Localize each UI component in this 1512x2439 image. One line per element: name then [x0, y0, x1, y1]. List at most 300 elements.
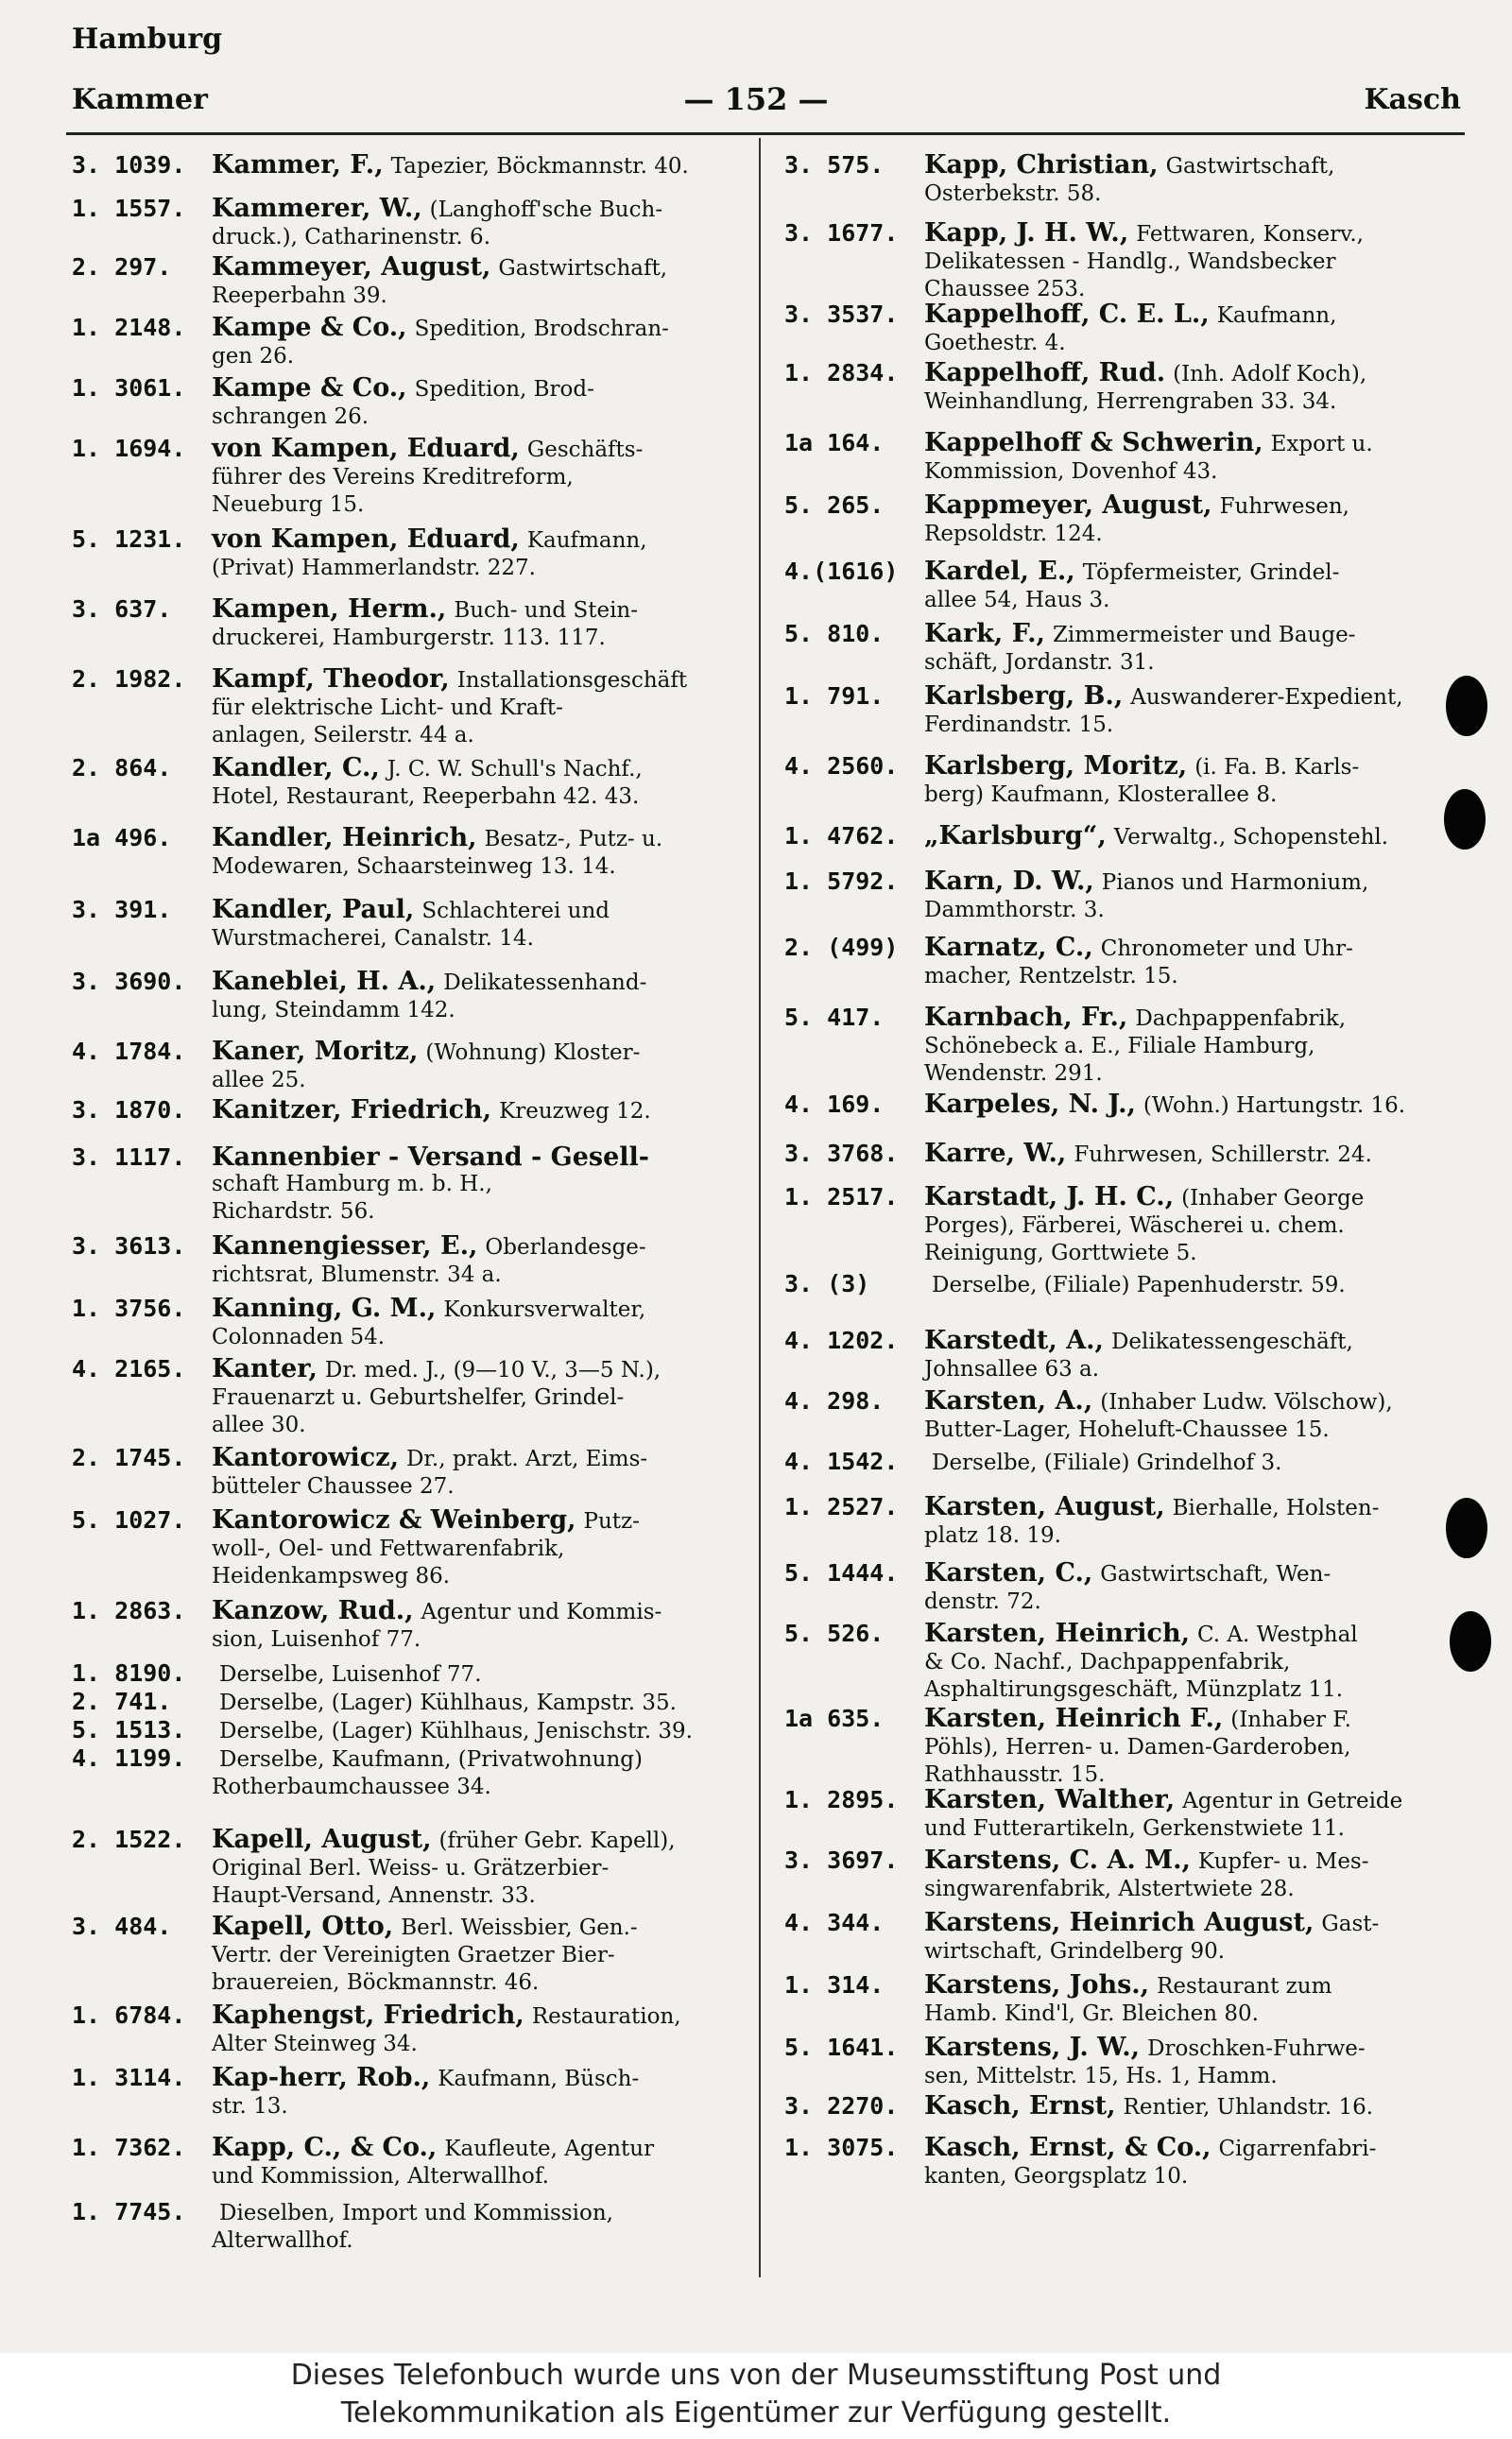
listing-entry: [72, 968, 745, 1024]
phone-number: 3. 3613.: [72, 1232, 186, 1260]
subscriber-details: Besatz-, Putz- u.: [484, 827, 663, 851]
header-right-keyword: Kasch: [1364, 83, 1461, 116]
continuation-line: Wendenstr. 291.: [924, 1061, 1103, 1086]
listing-first-line: [72, 1038, 745, 1067]
subscriber-details: Buch- und Stein-: [454, 598, 639, 623]
listing-entry: [784, 1387, 1465, 1444]
listing-entry: [72, 525, 745, 582]
subscriber-name: Kammerer, W.,: [212, 195, 422, 223]
subscriber-name: Kaphengst, Friedrich,: [212, 2001, 524, 2030]
listing-entry: [72, 1688, 745, 1717]
phone-number: 1. 8190.: [72, 1659, 186, 1687]
subscriber-name: Karsten, Heinrich F.,: [924, 1705, 1224, 1733]
subscriber-name: Karre, W.,: [924, 1140, 1067, 1168]
continuation-line: Hamb. Kind'l, Gr. Bleichen 80.: [924, 2001, 1259, 2026]
continuation-line: Repsoldstr. 124.: [924, 522, 1103, 546]
subscriber-details: Rentier, Uhlandstr. 16.: [1123, 2095, 1374, 2120]
listing-first-line: [784, 1705, 1465, 1734]
subscriber-details: (Langhoff'sche Buch-: [429, 198, 663, 222]
subscriber-name: Kapell, Otto,: [212, 1913, 394, 1941]
phone-number: 2. (499): [784, 934, 899, 961]
listing-entry: [784, 1140, 1465, 1169]
subscriber-name: Kappmeyer, August,: [924, 491, 1212, 520]
phone-number: 1a 164.: [784, 429, 885, 456]
listing-entry: [72, 1744, 745, 1801]
listing-entry: [784, 1448, 1465, 1477]
subscriber-name: Karsten, A.,: [924, 1387, 1093, 1416]
listing-entry: [784, 1971, 1465, 2028]
subscriber-name: Kampe & Co.,: [212, 314, 407, 342]
phone-number: 3. 391.: [72, 896, 172, 923]
subscriber-details: Fettwaren, Konserv.,: [1136, 222, 1364, 247]
listing-first-line: [784, 491, 1465, 521]
continuation-line: schäft, Jordanstr. 31.: [924, 650, 1155, 675]
subscriber-details: Derselbe, Luisenhof 77.: [219, 1662, 482, 1687]
listing-entry: [784, 1183, 1465, 1267]
subscriber-name: Kampen, Herm.,: [212, 595, 447, 624]
subscriber-details: (Wohn.) Hartungstr. 16.: [1143, 1093, 1406, 1118]
listing-entry: [72, 2198, 745, 2255]
footer-line-1: Dieses Telefonbuch wurde uns von der Museumsstiftung Post und: [290, 2359, 1222, 2392]
continuation-line: Ferdinandstr. 15.: [924, 713, 1114, 737]
continuation-line: anlagen, Seilerstr. 44 a.: [212, 723, 474, 747]
phone-number: 1. 2517.: [784, 1183, 899, 1211]
subscriber-details: Konkursverwalter,: [443, 1297, 646, 1322]
continuation-line: str. 13.: [212, 2094, 288, 2119]
phone-number: 3. 575.: [784, 151, 885, 179]
listing-first-line: [72, 1444, 745, 1473]
header-rule: [66, 132, 1465, 135]
continuation-line: bütteler Chaussee 27.: [212, 1474, 455, 1499]
subscriber-name: Kappelhoff, Rud.: [924, 359, 1166, 387]
continuation-line: sion, Luisenhof 77.: [212, 1627, 421, 1652]
subscriber-name: Kap-herr, Rob.,: [212, 2064, 431, 2092]
listing-first-line: [784, 2034, 1465, 2063]
continuation-line: lung, Steindamm 142.: [212, 998, 455, 1022]
continuation-line: Rotherbaumchaussee 34.: [212, 1775, 491, 1799]
subscriber-name: Kannenbier - Versand - Gesell-: [212, 1143, 649, 1171]
subscriber-details: Fuhrwesen, Schillerstr. 24.: [1074, 1142, 1372, 1167]
continuation-line: Butter-Lager, Hoheluft-Chaussee 15.: [924, 1417, 1330, 1442]
subscriber-name: Kaneblei, H. A.,: [212, 968, 437, 996]
listing-first-line: [72, 1506, 745, 1536]
listing-entry: [784, 682, 1465, 739]
subscriber-details: Kaufleute, Agentur: [444, 2137, 655, 2161]
subscriber-details: J. C. W. Schull's Nachf.,: [387, 757, 643, 782]
phone-number: 1. 5792.: [784, 867, 899, 895]
continuation-line: Haupt-Versand, Annenstr. 33.: [212, 1883, 536, 1908]
phone-number: 5. 1513.: [72, 1716, 186, 1743]
continuation-line: Schönebeck a. E., Filiale Hamburg,: [924, 1034, 1315, 1058]
column-divider: [759, 138, 761, 2277]
continuation-line: Wurstmacherei, Canalstr. 14.: [212, 926, 534, 951]
subscriber-name: Karstens, Johs.,: [924, 1971, 1150, 2000]
phone-number: 1a 635.: [784, 1705, 885, 1732]
phone-number: 3. 1677.: [784, 219, 899, 247]
phone-number: 3. 2270.: [784, 2092, 899, 2120]
phone-number: 5. 526.: [784, 1620, 885, 1647]
continuation-line: schrangen 26.: [212, 404, 369, 429]
phone-number: 3. 1117.: [72, 1143, 186, 1171]
listing-entry: [784, 301, 1465, 357]
listing-entry: [784, 1705, 1465, 1789]
phone-number: 1. 2895.: [784, 1786, 899, 1813]
phone-number: 4. 1784.: [72, 1038, 186, 1065]
listing-entry: [72, 2134, 745, 2190]
listing-first-line: [784, 620, 1465, 649]
listing-first-line: [784, 2134, 1465, 2163]
phone-number: 2. 1522.: [72, 1826, 186, 1853]
subscriber-name: Karsten, August,: [924, 1493, 1165, 1521]
continuation-line: Asphaltirungsgeschäft, Münzplatz 11.: [924, 1677, 1344, 1702]
continuation-line: Kommission, Dovenhof 43.: [924, 459, 1218, 484]
phone-number: 3. 1039.: [72, 151, 186, 179]
subscriber-name: Karsten, C.,: [924, 1559, 1093, 1588]
listing-entry: [72, 1232, 745, 1289]
listing-entry: [784, 620, 1465, 677]
listing-first-line: [72, 253, 745, 283]
subscriber-details: Cigarrenfabri-: [1218, 2137, 1377, 2161]
header-city: Hamburg: [72, 23, 223, 56]
continuation-line: allee 30.: [212, 1413, 306, 1437]
subscriber-details: (Wohnung) Kloster-: [425, 1040, 641, 1065]
listing-entry: [784, 2034, 1465, 2090]
listing-entry: [784, 1493, 1465, 1550]
subscriber-details: Installationsgeschäft: [456, 668, 688, 693]
continuation-line: Dammthorstr. 3.: [924, 898, 1105, 922]
continuation-line: Osterbekstr. 58.: [924, 181, 1102, 206]
subscriber-name: Kandler, Heinrich,: [212, 824, 477, 852]
phone-number: 3. (3): [784, 1270, 870, 1297]
listing-first-line: [72, 1597, 745, 1626]
subscriber-name: Karsten, Heinrich,: [924, 1620, 1190, 1648]
continuation-line: Chaussee 253.: [924, 277, 1086, 301]
continuation-line: Delikatessen - Handlg., Wandsbecker: [924, 249, 1336, 274]
subscriber-details: Derselbe, (Lager) Kühlhaus, Kampstr. 35.: [219, 1691, 677, 1715]
phone-number: 1. 6784.: [72, 2001, 186, 2029]
continuation-line: für elektrische Licht- und Kraft-: [212, 696, 563, 720]
listing-entry: [784, 1620, 1465, 1704]
continuation-line: druck.), Catharinenstr. 6.: [212, 225, 491, 249]
listing-entry: [72, 1143, 745, 1226]
subscriber-details: Putz-: [583, 1509, 640, 1534]
listing-first-line: [72, 1826, 745, 1855]
listing-entry: [72, 1506, 745, 1590]
phone-number: 1. 1557.: [72, 195, 186, 222]
continuation-line: allee 54, Haus 3.: [924, 588, 1110, 612]
ink-blot: [1446, 1498, 1487, 1558]
listing-entry: [784, 752, 1465, 809]
listing-first-line: [784, 1971, 1465, 2001]
phone-number: 5. 265.: [784, 491, 885, 519]
continuation-line: platz 18. 19.: [924, 1523, 1061, 1548]
listing-first-line: [72, 2001, 745, 2031]
listing-first-line: [784, 2092, 1465, 2121]
ink-blot: [1446, 676, 1487, 736]
phone-number: 1. 2148.: [72, 314, 186, 341]
subscriber-name: Kanitzer, Friedrich,: [212, 1096, 492, 1125]
listing-first-line: [72, 1232, 745, 1262]
subscriber-name: Karpeles, N. J.,: [924, 1091, 1136, 1119]
phone-number: 4. 1202.: [784, 1327, 899, 1354]
listing-first-line: [784, 1183, 1465, 1212]
continuation-line: Frauenarzt u. Geburtshelfer, Grindel-: [212, 1385, 625, 1410]
ink-blot: [1444, 789, 1486, 850]
phone-number: 2. 297.: [72, 253, 172, 281]
subscriber-details: Schlachterei und: [421, 899, 610, 923]
phone-number: 3. 637.: [72, 595, 172, 623]
listing-entry: [72, 435, 745, 519]
listing-entry: [72, 314, 745, 370]
subscriber-details: Agentur in Getreide: [1182, 1789, 1403, 1813]
footer-notice: [0, 2353, 1512, 2439]
phone-number: 2. 1745.: [72, 1444, 186, 1471]
listing-first-line: [72, 1744, 745, 1774]
phone-number: 1. 3061.: [72, 374, 186, 402]
subscriber-details: Zimmermeister und Bauge-: [1052, 623, 1356, 647]
listing-entry: [72, 1597, 745, 1654]
listing-first-line: [784, 429, 1465, 458]
continuation-line: woll-, Oel- und Fettwarenfabrik,: [212, 1537, 565, 1561]
listing-first-line: [72, 595, 745, 625]
subscriber-details: (früher Gebr. Kapell),: [438, 1829, 676, 1853]
subscriber-name: Kark, F.,: [924, 620, 1045, 648]
subscriber-details: Bierhalle, Holsten-: [1172, 1496, 1380, 1520]
subscriber-details: Export u.: [1270, 432, 1373, 456]
listing-entry: [784, 491, 1465, 548]
subscriber-details: Gastwirtschaft, Wen-: [1100, 1562, 1332, 1587]
subscriber-details: Gast-: [1321, 1912, 1380, 1936]
listing-first-line: [72, 2064, 745, 2093]
continuation-line: Hotel, Restaurant, Reeperbahn 42. 43.: [212, 784, 640, 809]
listing-first-line: [784, 1559, 1465, 1589]
phone-number: 1. 1694.: [72, 435, 186, 462]
listing-first-line: [72, 896, 745, 925]
listing-first-line: [784, 752, 1465, 782]
continuation-line: Richardstr. 56.: [212, 1199, 375, 1224]
listing-entry: [72, 1355, 745, 1439]
subscriber-name: „Karlsburg“,: [924, 822, 1107, 850]
subscriber-details: Delikatessenhand-: [443, 970, 647, 995]
listing-entry: [784, 429, 1465, 486]
subscriber-details: C. A. Westphal: [1197, 1623, 1358, 1647]
header-page-number: — 152 —: [683, 81, 829, 117]
continuation-line: und Kommission, Alterwallhof.: [212, 2164, 549, 2189]
continuation-line: Alterwallhof.: [212, 2228, 353, 2253]
phone-number: 5. 810.: [784, 620, 885, 647]
listing-first-line: [72, 2198, 745, 2227]
continuation-line: Weinhandlung, Herrengraben 33. 34.: [924, 389, 1337, 414]
continuation-line: Neueburg 15.: [212, 492, 365, 517]
listing-entry: [72, 824, 745, 881]
subscriber-details: Auswanderer-Expedient,: [1130, 685, 1403, 710]
listing-entry: [72, 1913, 745, 1997]
continuation-line: Modewaren, Schaarsteinweg 13. 14.: [212, 854, 616, 879]
listing-entry: [784, 1846, 1465, 1903]
subscriber-details: Dr. med. J., (9—10 V., 3—5 N.),: [324, 1358, 662, 1383]
subscriber-details: (Inhaber F.: [1230, 1708, 1351, 1732]
listing-entry: [784, 151, 1465, 208]
listing-entry: [72, 1295, 745, 1351]
subscriber-name: Karn, D. W.,: [924, 867, 1094, 896]
listing-first-line: [784, 1846, 1465, 1876]
subscriber-name: Karsten, Walther,: [924, 1786, 1176, 1814]
listing-entry: [72, 2064, 745, 2121]
subscriber-details: Kaufmann,: [1216, 303, 1337, 328]
listing-entry: [784, 558, 1465, 614]
listing-first-line: [784, 151, 1465, 180]
continuation-line: brauereien, Böckmannstr. 46.: [212, 1970, 540, 1995]
subscriber-name: Kanzow, Rud.,: [212, 1597, 414, 1625]
listing-entry: [72, 253, 745, 310]
continuation-line: Reeperbahn 39.: [212, 283, 387, 308]
listing-first-line: [784, 1909, 1465, 1938]
continuation-line: richtsrat, Blumenstr. 34 a.: [212, 1262, 502, 1287]
continuation-line: singwarenfabrik, Alstertwiete 28.: [924, 1877, 1295, 1901]
continuation-line: führer des Vereins Kreditreform,: [212, 465, 574, 490]
listing-first-line: [784, 1387, 1465, 1417]
continuation-line: berg) Kaufmann, Klosterallee 8.: [924, 782, 1278, 807]
listing-first-line: [784, 822, 1465, 851]
listing-first-line: [784, 1004, 1465, 1033]
phone-number: 5. 1231.: [72, 525, 186, 553]
subscriber-name: Kappelhoff, C. E. L.,: [924, 301, 1210, 329]
phone-number: 1. 2863.: [72, 1597, 186, 1624]
continuation-line: Vertr. der Vereinigten Graetzer Bier-: [212, 1943, 615, 1967]
subscriber-details: Kaufmann,: [526, 528, 647, 553]
listing-first-line: [72, 1716, 745, 1745]
listing-first-line: [784, 867, 1465, 897]
phone-number: 4. 1199.: [72, 1744, 186, 1772]
continuation-line: sen, Mittelstr. 15, Hs. 1, Hamm.: [924, 2064, 1278, 2088]
listing-first-line: [72, 968, 745, 997]
phone-number: 4. 169.: [784, 1091, 885, 1118]
listing-first-line: [72, 754, 745, 783]
subscriber-details: Derselbe, (Filiale) Papenhuderstr. 59.: [932, 1273, 1346, 1297]
listing-entry: [72, 1096, 745, 1125]
listing-first-line: [72, 314, 745, 343]
subscriber-details: Geschäfts-: [526, 438, 644, 462]
subscriber-details: Töpfermeister, Grindel-: [1082, 560, 1340, 585]
continuation-line: macher, Rentzelstr. 15.: [924, 964, 1178, 988]
listing-entry: [784, 1004, 1465, 1088]
listing-first-line: [72, 1295, 745, 1324]
continuation-line: und Futterartikeln, Gerkenstwiete 11.: [924, 1816, 1345, 1841]
listing-first-line: [72, 435, 745, 464]
listing-entry: [784, 934, 1465, 990]
subscriber-name: Kanter,: [212, 1355, 318, 1383]
continuation-line: Original Berl. Weiss- u. Grätzerbier-: [212, 1856, 610, 1881]
listing-first-line: [784, 682, 1465, 712]
continuation-line: gen 26.: [212, 344, 295, 369]
phone-number: 3. 3537.: [784, 301, 899, 328]
phone-number: 1. 314.: [784, 1971, 885, 1999]
subscriber-name: Kardel, E.,: [924, 558, 1075, 586]
continuation-line: (Privat) Hammerlandstr. 227.: [212, 556, 536, 580]
phone-number: 1. 791.: [784, 682, 885, 710]
continuation-line: allee 25.: [212, 1068, 306, 1092]
subscriber-name: Kapp, Christian,: [924, 151, 1159, 180]
subscriber-details: Restauration,: [531, 2004, 681, 2029]
phone-number: 2. 1982.: [72, 665, 186, 693]
subscriber-name: Karlsberg, B.,: [924, 682, 1124, 711]
continuation-line: Porges), Färberei, Wäscherei u. chem.: [924, 1213, 1345, 1238]
phone-number: 5. 1444.: [784, 1559, 899, 1587]
continuation-line: Rathhausstr. 15.: [924, 1762, 1106, 1787]
continuation-line: denstr. 72.: [924, 1589, 1041, 1614]
phone-number: 1. 3756.: [72, 1295, 186, 1322]
listing-first-line: [784, 558, 1465, 587]
phone-number: 4. 2165.: [72, 1355, 186, 1383]
listing-first-line: [72, 525, 745, 555]
listing-entry: [72, 665, 745, 749]
subscriber-name: Karnbach, Fr.,: [924, 1004, 1128, 1032]
footer-line-2: Telekommunikation als Eigentümer zur Verfügung gestellt.: [340, 2396, 1172, 2430]
subscriber-name: Kannengiesser, E.,: [212, 1232, 478, 1261]
listing-first-line: [784, 301, 1465, 330]
listing-first-line: [72, 195, 745, 224]
subscriber-details: Delikatessengeschäft,: [1110, 1330, 1353, 1354]
listing-first-line: [72, 1355, 745, 1384]
phone-number: 4. 344.: [784, 1909, 885, 1936]
subscriber-details: (Inhaber Ludw. Völschow),: [1100, 1390, 1393, 1415]
subscriber-details: (i. Fa. B. Karls-: [1194, 755, 1360, 780]
continuation-line: Alter Steinweg 34.: [212, 2032, 418, 2056]
subscriber-details: Kupfer- u. Mes-: [1197, 1849, 1369, 1874]
subscriber-details: Berl. Weissbier, Gen.-: [401, 1915, 638, 1940]
subscriber-name: Kapell, August,: [212, 1826, 432, 1854]
subscriber-name: Kantorowicz,: [212, 1444, 399, 1472]
listing-first-line: [72, 665, 745, 695]
subscriber-details: Chronometer und Uhr-: [1100, 936, 1353, 961]
phone-number: 1a 496.: [72, 824, 172, 851]
phone-number: 4. 2560.: [784, 752, 899, 780]
phone-number: 1. 2834.: [784, 359, 899, 386]
continuation-line: Heidenkampsweg 86.: [212, 1564, 451, 1589]
listing-first-line: [784, 1327, 1465, 1356]
subscriber-name: Kantorowicz & Weinberg,: [212, 1506, 576, 1535]
continuation-line: Reinigung, Gorttwiete 5.: [924, 1241, 1197, 1265]
listing-entry: [784, 822, 1465, 851]
listing-entry: [784, 867, 1465, 924]
subscriber-details: Derselbe, (Lager) Kühlhaus, Jenischstr. 39.: [219, 1719, 693, 1743]
subscriber-name: Kampf, Theodor,: [212, 665, 450, 694]
continuation-line: wirtschaft, Grindelberg 90.: [924, 1939, 1226, 1964]
phone-number: 4. 298.: [784, 1387, 885, 1415]
listing-entry: [784, 1270, 1465, 1299]
continuation-line: kanten, Georgsplatz 10.: [924, 2164, 1189, 2189]
listing-first-line: [784, 1493, 1465, 1522]
subscriber-name: Kandler, Paul,: [212, 896, 415, 924]
subscriber-name: von Kampen, Eduard,: [212, 435, 520, 463]
subscriber-details: Fuhrwesen,: [1219, 494, 1349, 519]
listing-first-line: [72, 151, 745, 180]
continuation-line: Pöhls), Herren- u. Damen-Garderoben,: [924, 1735, 1351, 1760]
phone-number: 3. 3768.: [784, 1140, 899, 1167]
subscriber-details: Dachpappenfabrik,: [1135, 1006, 1347, 1031]
listing-entry: [784, 2092, 1465, 2121]
listing-first-line: [784, 1448, 1465, 1477]
continuation-line: Goethestr. 4.: [924, 331, 1066, 355]
listing-entry: [784, 1909, 1465, 1966]
ink-blot: [1450, 1611, 1491, 1672]
phone-number: 1. 3114.: [72, 2064, 186, 2091]
phone-number: 4.(1616): [784, 558, 899, 585]
listing-entry: [72, 754, 745, 811]
subscriber-details: Kreuzweg 12.: [499, 1099, 651, 1124]
subscriber-details: Pianos und Harmonium,: [1101, 870, 1369, 895]
listing-first-line: [72, 1688, 745, 1717]
